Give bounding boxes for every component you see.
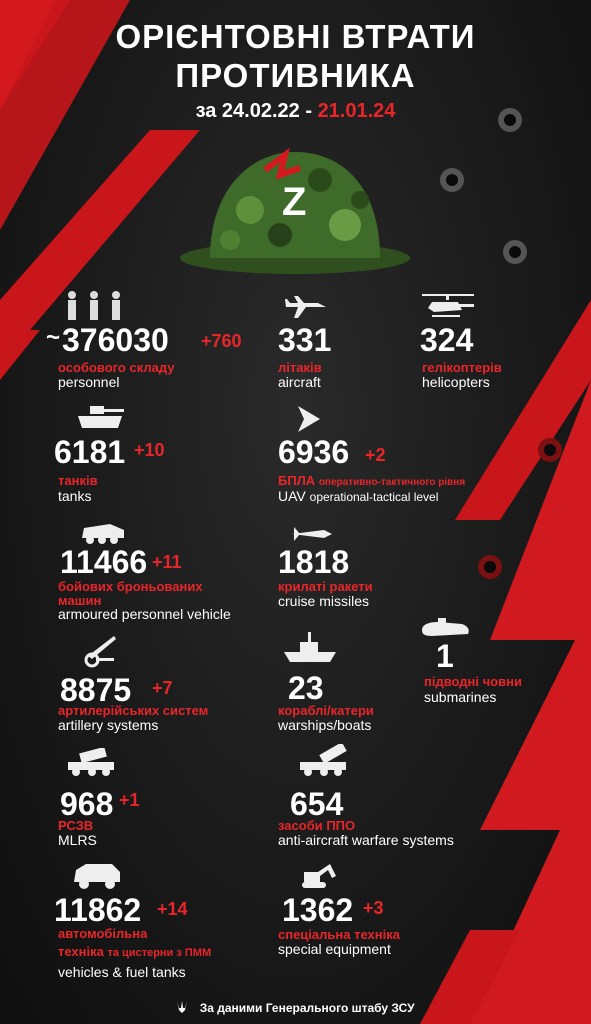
vehicles-label-ua-2a: техніка (58, 944, 104, 959)
bullet-hole-icon (470, 547, 510, 587)
aircraft-value: 331 (278, 322, 332, 358)
vehicles-label-ua-2b: та цистерни з ПММ (107, 947, 212, 959)
cruise-value: 1818 (278, 544, 350, 580)
uav-label-en-main: UAV (278, 488, 306, 504)
uav-label-en-extra: operational-tactical level (309, 490, 439, 504)
military-vehicle-icon (72, 862, 124, 890)
uav-label-ua-extra: оперативно-тактичного рівня (318, 477, 466, 488)
uav-delta: +2 (365, 445, 386, 465)
vehicles-label-en: vehicles & fuel tanks (58, 964, 186, 980)
artillery-value: 8875 (60, 672, 132, 708)
soldiers-icon (62, 290, 127, 322)
uav-value: 6936 (278, 434, 350, 470)
footer-text: За даними Генерального штабу ЗСУ (199, 1001, 415, 1015)
cruise-label-ua: крилаті ракети (278, 579, 373, 594)
personnel-label-ua: особового складу (58, 360, 175, 375)
apv-value: 11466 (60, 544, 148, 580)
aircraft-label-ua: літаків (278, 360, 322, 375)
tanks-label-en: tanks (58, 488, 92, 504)
mlrs-icon (66, 748, 116, 776)
uav-label-en (278, 489, 438, 504)
personnel-delta: +760 (201, 331, 242, 351)
title-line-2: ПРОТИВНИКА (175, 57, 416, 94)
fighter-jet-icon (284, 295, 328, 319)
artillery-icon (80, 632, 120, 668)
svg-text:Z: Z (282, 180, 307, 224)
cruise-label-en: cruise missiles (278, 593, 370, 609)
helmet-illustration (170, 140, 420, 290)
excavator-icon (300, 862, 340, 890)
tanks-value: 6181 (54, 434, 126, 470)
helicopter-icon (418, 290, 478, 320)
drone-icon (294, 404, 324, 434)
bullet-hole-icon (432, 160, 472, 200)
helicopters-value: 324 (420, 322, 474, 358)
trident-icon (176, 1000, 188, 1014)
personnel-label-en: personnel (58, 374, 120, 390)
apv-label-ua-1: бойових броньованих (58, 579, 203, 594)
vehicles-delta: +14 (157, 899, 188, 919)
vehicles-label-ua-2 (58, 945, 211, 960)
artillery-label-en: artillery systems (58, 717, 159, 733)
bullet-hole-icon (530, 430, 570, 470)
warship-icon (282, 630, 338, 664)
date-start: за 24.02.22 - (195, 100, 312, 122)
artillery-delta: +7 (152, 678, 173, 698)
cruise-missile-icon (290, 524, 334, 544)
tanks-delta: +10 (134, 440, 165, 460)
anti-aircraft-icon (298, 744, 350, 778)
warships-label-ua: кораблі/катери (278, 703, 374, 718)
special-label-en: special equipment (278, 941, 391, 957)
uav-label-ua (278, 474, 465, 489)
submarine-icon (418, 616, 472, 640)
special-value: 1362 (282, 892, 354, 928)
warships-value: 23 (288, 670, 324, 706)
aa-label-ua: засоби ППО (278, 818, 356, 833)
aircraft-label-en: aircraft (278, 374, 321, 390)
apv-label-en: armoured personnel vehicle (58, 606, 231, 622)
warships-label-en: warships/boats (278, 717, 372, 733)
mlrs-delta: +1 (119, 790, 140, 810)
vehicles-label-ua-1: автомобільна (58, 926, 148, 941)
apv-delta: +11 (152, 552, 182, 572)
special-delta: +3 (363, 898, 384, 918)
apv-label-ua-2: машин (58, 593, 102, 608)
artillery-label-ua: артилерійських систем (58, 703, 209, 718)
mlrs-label-en: MLRS (58, 832, 97, 848)
date-range (0, 100, 591, 123)
submarines-value: 1 (436, 638, 454, 674)
tank-icon (76, 402, 126, 430)
date-end: 21.01.24 (317, 100, 396, 122)
mlrs-label-ua: РСЗВ (58, 818, 94, 833)
personnel-tilde: ~ (46, 324, 61, 351)
aa-value: 654 (290, 786, 344, 822)
special-label-ua: спеціальна техніка (278, 927, 400, 942)
aa-label-en: anti-aircraft warfare systems (278, 832, 454, 848)
mlrs-value: 968 (60, 786, 114, 822)
title-line-1: ОРІЄНТОВНІ ВТРАТИ (115, 18, 476, 55)
helicopters-label-en: helicopters (422, 374, 490, 390)
vehicles-value: 11862 (54, 892, 142, 928)
bullet-hole-icon (495, 232, 535, 272)
submarines-label-ua: підводні човни (424, 674, 522, 689)
submarines-label-en: submarines (424, 689, 497, 705)
apc-icon (80, 520, 126, 546)
tanks-label-ua: танків (58, 473, 98, 488)
helicopters-label-ua: гелікоптерів (422, 360, 502, 375)
uav-label-ua-main: БПЛА (278, 473, 316, 488)
personnel-value: 376030 (62, 322, 169, 358)
footer (0, 1000, 591, 1015)
